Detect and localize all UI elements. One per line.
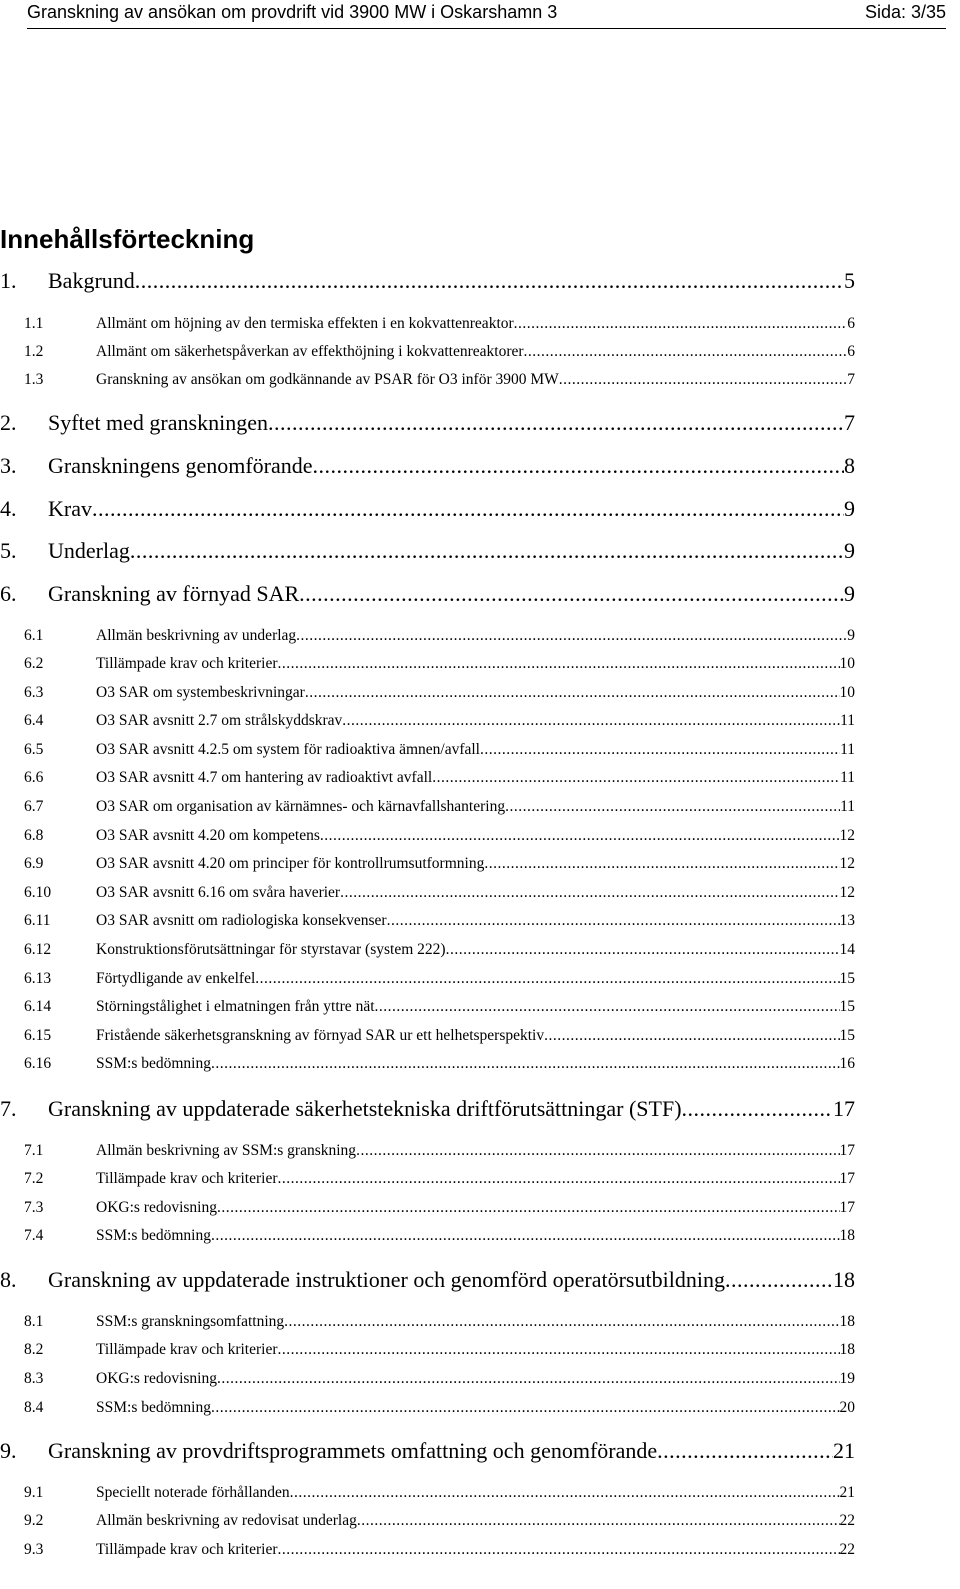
toc-entry-page: 10 xyxy=(839,684,855,701)
toc-entry[interactable] xyxy=(24,1227,855,1245)
toc-leader-dots xyxy=(278,1341,840,1359)
toc-entry-title: Granskning av ansökan om godkännande av PSAR för O3 inför 3900 MW xyxy=(96,371,559,388)
toc-entry-page: 12 xyxy=(839,827,855,844)
toc-entry-title: OKG:s redovisning xyxy=(96,1370,217,1387)
toc-entry-number: 1.1 xyxy=(24,315,44,332)
toc-entry-title: Krav xyxy=(48,496,92,521)
toc-entry-title: Underlag xyxy=(48,538,130,563)
toc-entry-page: 17 xyxy=(839,1142,855,1159)
toc-entry-title: Granskning av uppdaterade säkerhetstekniska driftförutsättningar (STF) xyxy=(48,1096,682,1121)
toc-entry-number: 6.13 xyxy=(24,970,52,987)
toc-entry-number: 7.1 xyxy=(24,1142,44,1159)
toc-entry[interactable] xyxy=(0,453,855,479)
toc-entry-page: 6 xyxy=(847,315,855,332)
toc-entry-page: 21 xyxy=(833,1438,855,1463)
toc-entry-title: Konstruktionsförutsättningar för styrstavar (system 222) xyxy=(96,941,446,958)
toc-leader-dots xyxy=(357,1512,840,1530)
toc-entry[interactable] xyxy=(24,769,855,787)
toc-leader-dots xyxy=(313,453,844,479)
toc-entry[interactable] xyxy=(0,581,855,607)
toc-entry-page: 22 xyxy=(839,1512,855,1529)
toc-entry-number: 5. xyxy=(0,538,17,563)
toc-entry-number: 1. xyxy=(0,268,17,293)
toc-leader-dots xyxy=(217,1199,840,1217)
toc-entry[interactable] xyxy=(24,1484,855,1502)
toc-entry-page: 7 xyxy=(847,371,855,388)
toc-leader-dots xyxy=(299,581,844,607)
toc-entry-title: Störningstålighet i elmatningen från yttre nät xyxy=(96,998,375,1015)
toc-leader-dots xyxy=(268,410,844,436)
toc-entry[interactable] xyxy=(24,941,855,959)
toc-leader-dots xyxy=(484,855,839,873)
toc-leader-dots xyxy=(446,941,840,959)
toc-entry-number: 7.4 xyxy=(24,1227,44,1244)
toc-leader-dots xyxy=(375,998,840,1016)
toc-entry-number: 6.4 xyxy=(24,712,44,729)
toc-entry-page: 18 xyxy=(839,1227,855,1244)
toc-entry-number: 7. xyxy=(0,1096,17,1121)
toc-entry-title: O3 SAR avsnitt om radiologiska konsekvenser xyxy=(96,912,387,929)
toc-leader-dots xyxy=(559,371,847,389)
toc-entry-title: O3 SAR avsnitt 4.20 om kompetens xyxy=(96,827,320,844)
toc-entry-title: Granskningens genomförande xyxy=(48,453,313,478)
toc-entry-title: Allmän beskrivning av redovisat underlag xyxy=(96,1512,357,1529)
toc-entry-title: O3 SAR avsnitt 6.16 om svåra haverier xyxy=(96,884,341,901)
toc-entry-title: O3 SAR om systembeskrivningar xyxy=(96,684,305,701)
toc-entry-page: 10 xyxy=(839,655,855,672)
toc-entry-page: 11 xyxy=(840,712,855,729)
toc-leader-dots xyxy=(524,343,848,361)
toc-entry-number: 6.14 xyxy=(24,998,52,1015)
toc-entry-number: 6.10 xyxy=(24,884,52,901)
toc-entry-title: Tillämpade krav och kriterier xyxy=(96,1541,278,1558)
toc-entry-title: Allmänt om säkerhetspåverkan av effekthöjning i kokvattenreaktorer xyxy=(96,343,524,360)
toc-leader-dots xyxy=(217,1370,840,1388)
toc-leader-dots xyxy=(211,1055,840,1073)
toc-entry[interactable] xyxy=(24,1027,855,1045)
toc-entry-number: 1.3 xyxy=(24,371,44,388)
toc-entry-title: OKG:s redovisning xyxy=(96,1199,217,1216)
toc-entry[interactable] xyxy=(24,343,855,361)
toc-entry-page: 16 xyxy=(839,1055,855,1072)
toc-entry-page: 11 xyxy=(840,769,855,786)
toc-entry-page: 11 xyxy=(840,798,855,815)
toc-entry-number: 6.6 xyxy=(24,769,44,786)
toc-entry-page: 18 xyxy=(839,1313,855,1330)
toc-entry-number: 8.4 xyxy=(24,1399,44,1416)
toc-entry-number: 2. xyxy=(0,410,17,435)
toc-leader-dots xyxy=(682,1096,833,1122)
toc-entry-number: 4. xyxy=(0,496,17,521)
toc-entry-title: Allmän beskrivning av SSM:s granskning xyxy=(96,1142,357,1159)
toc-entry-page: 17 xyxy=(839,1199,855,1216)
toc-leader-dots xyxy=(290,1484,840,1502)
toc-entry[interactable] xyxy=(24,1142,855,1160)
toc-entry-page: 9 xyxy=(844,496,855,521)
toc-leader-dots xyxy=(480,741,840,759)
toc-entry-title: Granskning av uppdaterade instruktioner och genomförd operatörsutbildning xyxy=(48,1267,725,1292)
toc-leader-dots xyxy=(92,496,844,522)
toc-heading: Innehållsförteckning xyxy=(0,224,255,254)
toc-entry-title: O3 SAR avsnitt 4.2.5 om system för radioaktiva ämnen/avfall xyxy=(96,741,480,758)
toc-leader-dots xyxy=(255,970,839,988)
toc-entry-number: 8. xyxy=(0,1267,17,1292)
toc-entry-number: 6.2 xyxy=(24,655,44,672)
toc-entry-title: SSM:s bedömning xyxy=(96,1055,211,1072)
toc-entry-number: 7.2 xyxy=(24,1170,44,1187)
toc-leader-dots xyxy=(278,1170,840,1188)
toc-entry-page: 21 xyxy=(839,1484,855,1501)
toc-entry-page: 15 xyxy=(839,970,855,987)
page-number: Sida: 3/35 xyxy=(864,2,946,22)
toc-leader-dots xyxy=(356,1142,839,1160)
toc-entry-title: O3 SAR avsnitt 4.7 om hantering av radioaktivt avfall xyxy=(96,769,433,786)
toc-leader-dots xyxy=(657,1438,833,1464)
toc-leader-dots xyxy=(278,1541,840,1559)
toc-entry-number: 7.3 xyxy=(24,1199,44,1216)
toc-leader-dots xyxy=(284,1313,839,1331)
toc-entry[interactable] xyxy=(24,798,855,816)
toc-entry[interactable] xyxy=(24,315,855,333)
toc-entry[interactable] xyxy=(24,1170,855,1188)
toc-entry[interactable] xyxy=(0,1267,855,1293)
toc-entry[interactable] xyxy=(24,855,855,873)
toc-entry-title: SSM:s bedömning xyxy=(96,1227,211,1244)
toc-leader-dots xyxy=(505,798,840,816)
toc-entry[interactable] xyxy=(24,1399,855,1417)
toc-entry-number: 1.2 xyxy=(24,343,44,360)
toc-entry[interactable] xyxy=(24,827,855,845)
toc-entry[interactable] xyxy=(24,1055,855,1073)
toc-entry-number: 9. xyxy=(0,1438,17,1463)
toc-entry-number: 9.1 xyxy=(24,1484,44,1501)
toc-entry-page: 9 xyxy=(844,581,855,606)
toc-entry-page: 8 xyxy=(844,453,855,478)
toc-entry-number: 6.8 xyxy=(24,827,44,844)
toc-entry-page: 6 xyxy=(847,343,855,360)
toc-entry-page: 13 xyxy=(839,912,855,929)
toc-entry-page: 20 xyxy=(839,1399,855,1416)
toc-leader-dots xyxy=(296,627,847,645)
toc-leader-dots xyxy=(320,827,840,845)
toc-entry-number: 6.7 xyxy=(24,798,44,815)
toc-entry[interactable] xyxy=(24,712,855,730)
toc-entry-number: 8.3 xyxy=(24,1370,44,1387)
toc-entry-page: 15 xyxy=(839,998,855,1015)
toc-entry-page: 17 xyxy=(833,1096,855,1121)
toc-entry-page: 17 xyxy=(839,1170,855,1187)
toc-entry[interactable] xyxy=(0,410,855,436)
toc-entry[interactable] xyxy=(24,1370,855,1388)
toc-entry-number: 6.11 xyxy=(24,912,51,929)
toc-entry-page: 9 xyxy=(844,538,855,563)
toc-entry[interactable] xyxy=(0,1438,855,1464)
toc-entry-title: Fristående säkerhetsgranskning av förnyad SAR ur ett helhetsperspektiv xyxy=(96,1027,545,1044)
toc-entry-title: O3 SAR avsnitt 4.20 om principer för kontrollrumsutformning xyxy=(96,855,485,872)
toc-entry-title: Bakgrund xyxy=(48,268,135,293)
toc-leader-dots xyxy=(342,712,840,730)
toc-entry-page: 5 xyxy=(844,268,855,293)
toc-entry[interactable] xyxy=(24,884,855,902)
toc-leader-dots xyxy=(432,769,840,787)
toc-entry-title: Syftet med granskningen xyxy=(48,410,268,435)
toc-entry[interactable] xyxy=(24,970,855,988)
toc-entry[interactable] xyxy=(24,1313,855,1331)
toc-entry-number: 8.2 xyxy=(24,1341,44,1358)
toc-leader-dots xyxy=(130,538,844,564)
toc-entry-number: 3. xyxy=(0,453,17,478)
toc-entry-page: 7 xyxy=(844,410,855,435)
toc-entry[interactable] xyxy=(24,912,855,930)
toc-entry-title: SSM:s bedömning xyxy=(96,1399,211,1416)
toc-leader-dots xyxy=(305,684,840,702)
toc-entry-title: O3 SAR om organisation av kärnämnes- och kärnavfallshantering xyxy=(96,798,506,815)
toc-entry-number: 6.15 xyxy=(24,1027,52,1044)
toc-entry-title: Allmänt om höjning av den termiska effekten i en kokvattenreaktor xyxy=(96,315,514,332)
toc-entry-number: 9.3 xyxy=(24,1541,44,1558)
toc-entry-number: 9.2 xyxy=(24,1512,44,1529)
toc-leader-dots xyxy=(387,912,840,930)
toc-entry[interactable] xyxy=(24,998,855,1016)
toc-entry[interactable] xyxy=(24,1541,855,1559)
toc-entry-number: 6.16 xyxy=(24,1055,52,1072)
toc-entry[interactable] xyxy=(0,496,855,522)
toc-entry[interactable] xyxy=(24,684,855,702)
toc-entry-page: 19 xyxy=(839,1370,855,1387)
toc-entry[interactable] xyxy=(0,268,855,294)
toc-entry-number: 6.1 xyxy=(24,627,44,644)
toc-entry-number: 8.1 xyxy=(24,1313,44,1330)
toc-entry[interactable] xyxy=(24,741,855,759)
toc-leader-dots xyxy=(135,268,844,294)
toc-entry[interactable] xyxy=(24,371,855,389)
toc-entry[interactable] xyxy=(24,1341,855,1359)
toc-entry[interactable] xyxy=(24,1199,855,1217)
toc-entry-number: 6.3 xyxy=(24,684,44,701)
toc-leader-dots xyxy=(544,1027,839,1045)
toc-leader-dots xyxy=(725,1267,833,1293)
toc-entry[interactable] xyxy=(24,1512,855,1530)
toc-leader-dots xyxy=(340,884,839,902)
toc-leader-dots xyxy=(514,315,848,333)
toc-entry-title: Granskning av provdriftsprogrammets omfattning och genomförande xyxy=(48,1438,658,1463)
toc-entry-title: O3 SAR avsnitt 2.7 om strålskyddskrav xyxy=(96,712,343,729)
toc-entry-title: Granskning av förnyad SAR xyxy=(48,581,300,606)
toc-entry-page: 11 xyxy=(840,741,855,758)
toc-entry-title: SSM:s granskningsomfattning xyxy=(96,1313,285,1330)
toc-entry[interactable] xyxy=(24,655,855,673)
toc-entry-page: 18 xyxy=(833,1267,855,1292)
toc-entry-page: 14 xyxy=(839,941,855,958)
toc-entry-title: Tillämpade krav och kriterier xyxy=(96,655,278,672)
toc-entry-page: 22 xyxy=(839,1541,855,1558)
toc-entry[interactable] xyxy=(24,627,855,645)
toc-entry-page: 12 xyxy=(839,884,855,901)
toc-entry[interactable] xyxy=(0,1096,855,1122)
toc-entry-title: Allmän beskrivning av underlag xyxy=(96,627,297,644)
toc-entry-page: 9 xyxy=(847,627,855,644)
toc-entry-number: 6.9 xyxy=(24,855,44,872)
document-title: Granskning av ansökan om provdrift vid 3900 MW i Oskarshamn 3 xyxy=(27,2,558,22)
toc-entry-title: Tillämpade krav och kriterier xyxy=(96,1341,278,1358)
toc-leader-dots xyxy=(278,655,840,673)
toc-entry-number: 6.12 xyxy=(24,941,52,958)
toc-entry-title: Förtydligande av enkelfel xyxy=(96,970,256,987)
toc-leader-dots xyxy=(211,1227,840,1245)
toc-entry-number: 6. xyxy=(0,581,17,606)
toc-entry-title: Tillämpade krav och kriterier xyxy=(96,1170,278,1187)
toc-entry-page: 15 xyxy=(839,1027,855,1044)
toc-leader-dots xyxy=(211,1399,840,1417)
toc-entry[interactable] xyxy=(0,538,855,564)
toc-entry-title: Speciellt noterade förhållanden xyxy=(96,1484,290,1501)
toc-entry-page: 18 xyxy=(839,1341,855,1358)
toc-entry-page: 12 xyxy=(839,855,855,872)
toc-entry-number: 6.5 xyxy=(24,741,44,758)
